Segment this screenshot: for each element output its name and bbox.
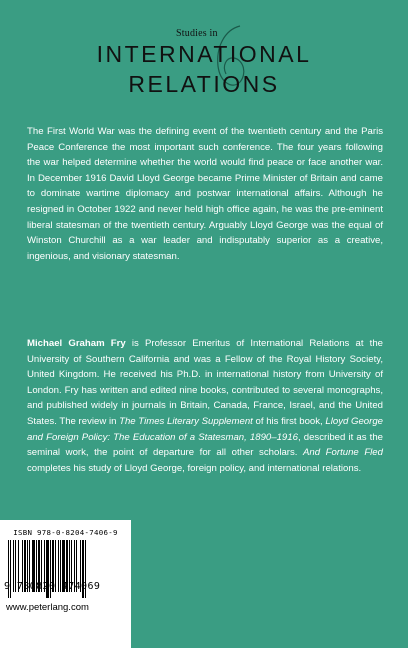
isbn-label: ISBN 978-0-8204-7406-9	[13, 528, 118, 537]
series-studies-in: Studies in	[176, 28, 218, 39]
this-book-title: And Fortune Fled	[303, 447, 383, 459]
series-logo	[0, 10, 408, 97]
series-title-line1: INTERNATIONAL	[96, 41, 312, 67]
author-bio-text: completes his study of Lloyd George, foreign policy, and international relations.	[27, 462, 362, 474]
review-source: The Times Literary Supplement	[119, 415, 253, 427]
author-bio	[27, 336, 383, 476]
first-book-title: Lloyd George and Foreign Policy: The Education of a Statesman, 1890–1916	[27, 415, 383, 443]
series-title-line2: RELATIONS	[128, 71, 280, 97]
author-bio-text: is Professor Emeritus of International Relations at the University of Southern California and was a Fellow of the Royal History Society, United Kingdom. He received his Ph.D. in international history from University of London. Fry has written and edited nine books, contributed to several monographs, and published widely in journals in Britain, Canada, France, Israel, and the United States. The review in	[27, 338, 384, 427]
author-name: Michael Graham Fry	[27, 338, 126, 349]
author-bio-text: of his first book,	[252, 415, 326, 427]
book-description: The First World War was the defining event of the twentieth century and the Paris Peace Conference the most important such conference. The four years following the war helped determine whether the world would find peace or face another war. In December 1916 David Lloyd George became Prime Minister of Britain and came to dominate wartime diplomacy and postwar international affairs. Although he resigned in October 1922 and never held high office again, he was the pre-eminent liberal statesman of the twentieth century. Arguably Lloyd George was the equal of Winston Churchill as a war leader and indisputably superior as a creative, ingenious, and visionary statesman.	[27, 126, 383, 262]
publisher-url: www.peterlang.com	[6, 602, 89, 613]
barcode-digits: 9 780820 474069	[4, 581, 101, 592]
author-bio-text: , described it as the seminal work, the point of departure for all other scholars.	[27, 431, 383, 459]
